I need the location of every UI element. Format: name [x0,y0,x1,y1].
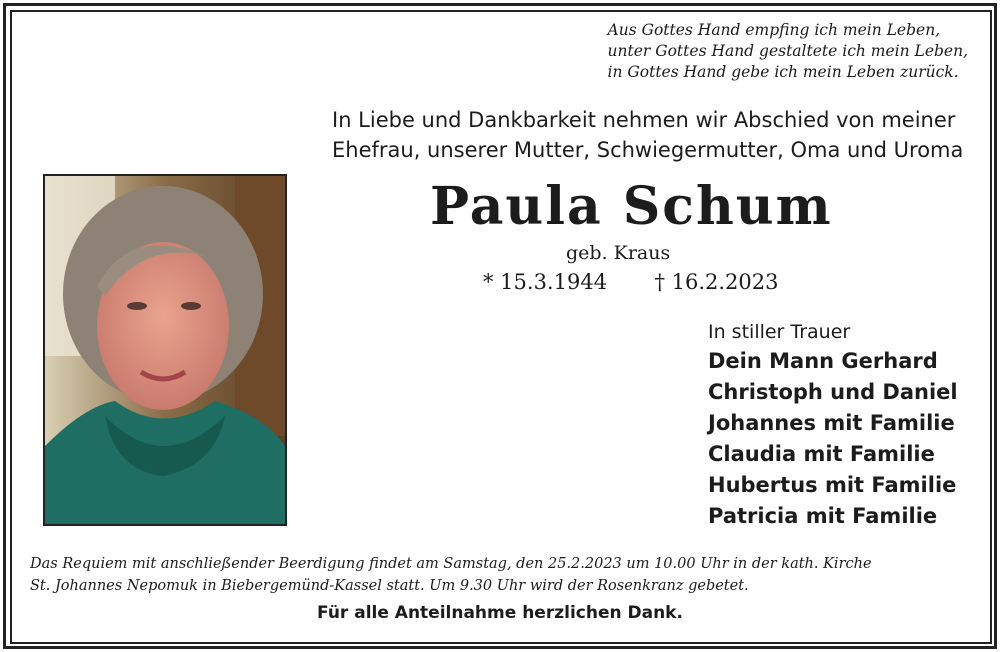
intro-line: In Liebe und Dankbarkeit nehmen wir Abschied von meiner [332,108,956,132]
portrait-photo [43,174,287,526]
funeral-line: St. Johannes Nepomuk in Biebergemünd-Kassel statt. Um 9.30 Uhr wird der Rosenkranz gebetet. [30,578,749,594]
mourner-name: Patricia mit Familie [708,504,938,528]
funeral-notice [30,553,872,597]
bible-verse [608,20,968,83]
death-date: † 16.2.2023 [654,270,779,294]
intro-text [332,105,963,165]
verse-line: unter Gottes Hand gestaltete ich mein Leben, [607,42,968,60]
mourner-name: Johannes mit Familie [708,411,955,435]
maiden-name: geb. Kraus [566,242,671,264]
mourners-block [708,318,958,532]
mourner-name: Hubertus mit Familie [708,473,957,497]
mourners-lead: In stiller Trauer [708,321,851,343]
portrait-illustration [45,176,285,524]
verse-line: in Gottes Hand gebe ich mein Leben zurück. [607,63,959,81]
birth-date: * 15.3.1944 [483,270,608,294]
thanks-line: Für alle Anteilnahme herzlichen Dank. [317,603,683,623]
verse-line: Aus Gottes Hand empfing ich mein Leben, [607,21,941,39]
mourner-name: Dein Mann Gerhard [708,349,938,373]
deceased-name: Paula Schum [430,176,833,237]
mourner-name: Christoph und Daniel [708,380,958,404]
mourner-name: Claudia mit Familie [708,442,935,466]
funeral-line: Das Requiem mit anschließender Beerdigung findet am Samstag, den 25.2.2023 um 10.00 Uhr in der kath. Kirche [30,556,872,572]
life-dates [483,270,779,294]
intro-line: Ehefrau, unserer Mutter, Schwiegermutter, Oma und Uroma [332,138,964,162]
